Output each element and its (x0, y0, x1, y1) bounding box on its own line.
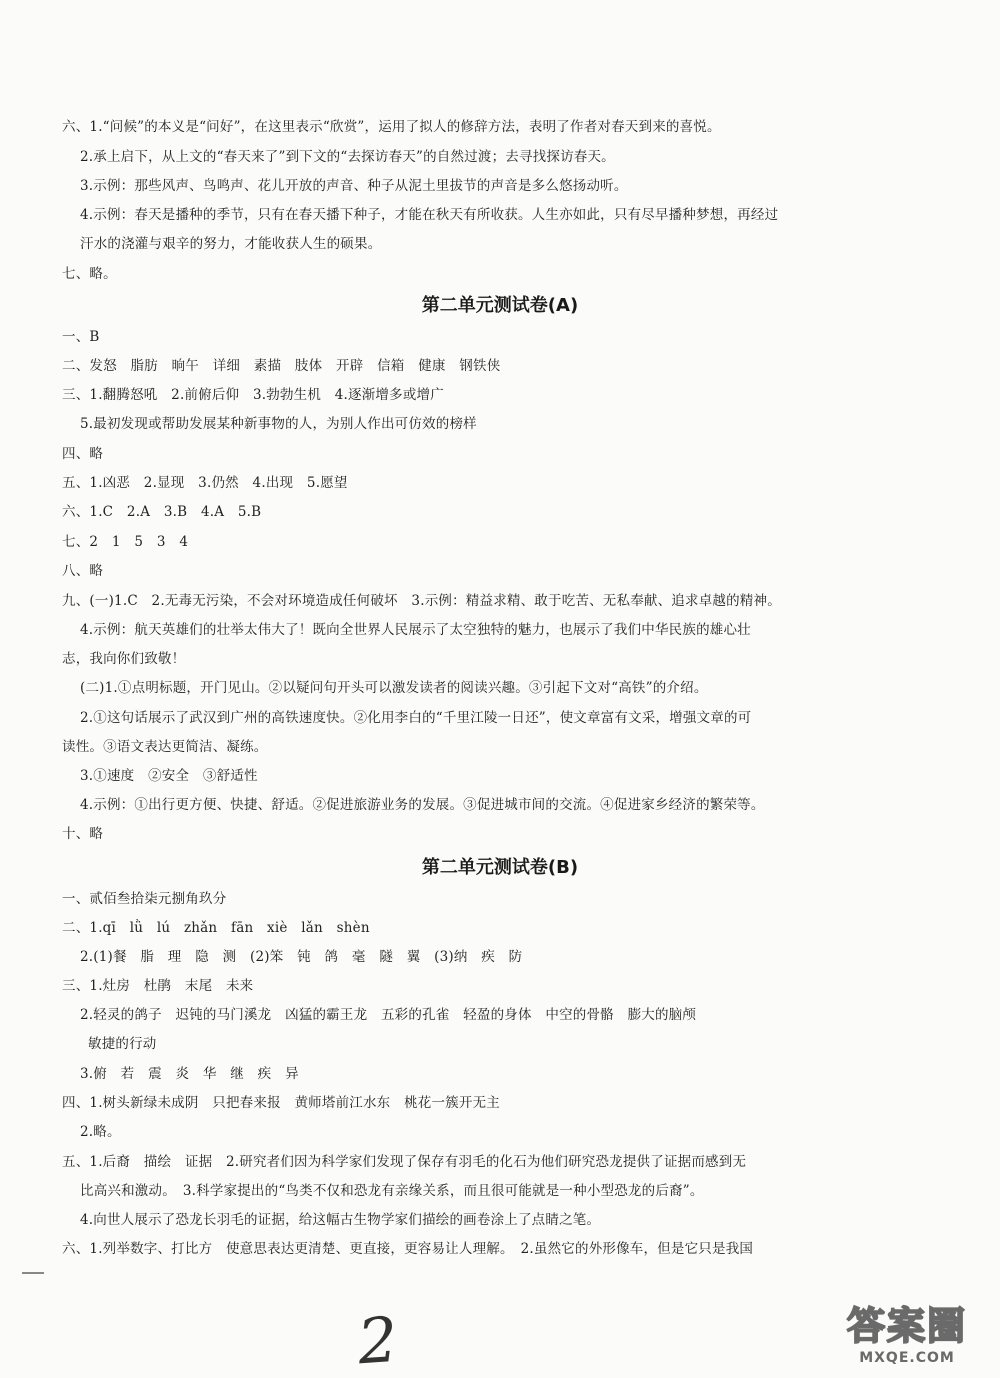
answer-line: 六、1.“问候”的本义是“问好”，在这里表示“欣赏”，运用了拟人的修辞方法，表明了作者对春天到来的喜悦。 (62, 119, 721, 135)
answer-line: 2.略。 (80, 1124, 121, 1140)
answer-line: 七、略。 (62, 266, 117, 282)
answer-line: 2.轻灵的鸽子 迟钝的马门溪龙 凶猛的霸王龙 五彩的孔雀 轻盈的身体 中空的骨骼 膨大的脑颅 (80, 1007, 697, 1023)
answer-line: 2.(1)餐 脂 理 隐 测 (2)笨 钝 鸽 毫 隧 翼 (3)纳 疾 防 (80, 949, 523, 965)
answer-line: 2.承上启下，从上文的“春天来了”到下文的“去探访春天”的自然过渡；去寻找探访春天。 (80, 149, 615, 165)
answer-line: 四、略 (62, 446, 104, 462)
answer-line: 4.向世人展示了恐龙长羽毛的证据，给这幅古生物学家们描绘的画卷涂上了点睛之笔。 (80, 1212, 601, 1228)
answer-line: 4.示例：航天英雄们的壮举太伟大了！既向全世界人民展示了太空独特的魅力，也展示了我们中华民族的雄心壮 (80, 622, 751, 638)
answer-line: 十、略 (62, 826, 104, 842)
answer-line: 4.示例：①出行更方便、快捷、舒适。②促进旅游业务的发展。③促进城市间的交流。④促进家乡经济的繁荣等。 (80, 797, 765, 813)
watermark-logo: 答案圈 (846, 1304, 967, 1348)
section-title-a: 第二单元测试卷(A) (421, 295, 579, 316)
answer-line: 七、2 1 5 3 4 (62, 534, 189, 550)
answer-line: 3.①速度 ②安全 ③舒适性 (80, 768, 258, 784)
answer-line: 五、1.凶恶 2.显现 3.仍然 4.出现 5.愿望 (62, 475, 348, 491)
answer-line: 志，我向你们致敬！ (62, 651, 186, 667)
scan-edge-mark (22, 1272, 44, 1274)
answer-line: 六、1.C 2.A 3.B 4.A 5.B (62, 504, 262, 520)
answer-line: 汗水的浇灌与艰辛的努力，才能收获人生的硕果。 (80, 236, 382, 252)
answer-line: 八、略 (62, 563, 104, 579)
answer-line: 三、1.翻腾怒吼 2.前俯后仰 3.勃勃生机 4.逐渐增多或增广 (62, 387, 444, 403)
answer-line: 读性。③语文表达更简洁、凝练。 (62, 739, 268, 755)
answer-line: 九、(一)1.C 2.无毒无污染，不会对环境造成任何破坏 3.示例：精益求精、敢于吃苦、无私奉献、追求卓越的精神。 (62, 593, 781, 609)
answer-line: 二、发怒 脂肪 晌午 详细 素描 肢体 开辟 信箱 健康 钢铁侠 (62, 358, 501, 374)
section-title-b: 第二单元测试卷(B) (421, 857, 579, 878)
handwritten-page-number: 2 (355, 1302, 400, 1378)
answer-line: 4.示例：春天是播种的季节，只有在春天播下种子，才能在秋天有所收获。人生亦如此，只有尽早播种梦想，再经过 (80, 207, 779, 223)
answer-line: 5.最初发现或帮助发展某种新事物的人，为别人作出可仿效的榜样 (80, 416, 477, 432)
answer-line: 三、1.灶房 杜鹃 末尾 未来 (62, 978, 254, 994)
answer-line: 敏捷的行动 (88, 1036, 157, 1052)
answer-line: 3.示例：那些风声、鸟鸣声、花儿开放的声音、种子从泥土里拔节的声音是多么悠扬动听。 (80, 178, 628, 194)
answer-line: 四、1.树头新绿未成阴 只把春来报 黄师塔前江水东 桃花一簇开无主 (62, 1095, 500, 1111)
answer-line: 五、1.后裔 描绘 证据 2.研究者们因为科学家们发现了保存有羽毛的化石为他们研究恐龙提供了证据而感到无 (62, 1154, 747, 1170)
answer-line: 3.俯 若 震 炎 华 继 疾 异 (80, 1066, 299, 1082)
answer-line: (二)1.①点明标题，开门见山。②以疑问句开头可以激发读者的阅读兴趣。③引起下文对“高铁”的介绍。 (80, 680, 708, 696)
answer-line: 2.①这句话展示了武汉到广州的高铁速度快。②化用李白的“千里江陵一日还”，使文章富有文采，增强文章的可 (80, 710, 752, 726)
answer-line: 一、贰佰叁拾柒元捌角玖分 (62, 891, 227, 907)
answer-line: 二、1.qī lǜ lú zhǎn fān xiè lǎn shèn (62, 920, 370, 936)
answer-line: 六、1.列举数字、打比方 使意思表达更清楚、更直接，更容易让人理解。 2.虽然它的外形像车，但是它只是我国 (62, 1241, 754, 1257)
watermark-url: MXQE.COM (859, 1350, 955, 1366)
watermark (822, 1302, 992, 1370)
answer-line: 一、B (62, 329, 100, 345)
answer-line: 比高兴和激动。 3.科学家提出的“鸟类不仅和恐龙有亲缘关系，而且很可能就是一种小型恐龙的后裔”。 (80, 1183, 704, 1199)
